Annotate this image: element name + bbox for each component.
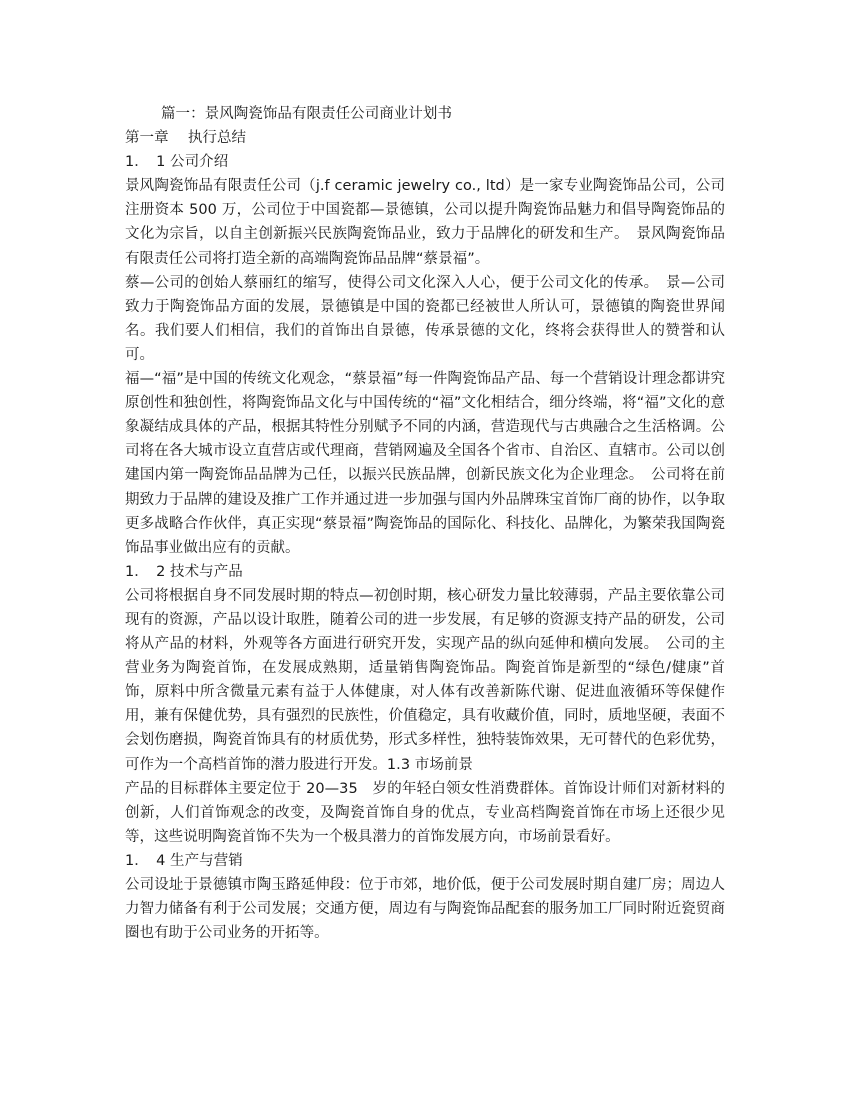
section-heading-technology-products: 1． 2 技术与产品 [125, 563, 243, 580]
section-heading-company-intro: 1． 1 公司介绍 [125, 154, 229, 171]
paragraph: 公司将根据自身不同发展时期的特点—初创时期，核心研发力量比较薄弱，产品主要依靠公司现有的资源，产品以设计取胜，随着公司的进一步发展，有足够的资源支持产品的研发，公司将从产品的材料，外观等各方面进行研究开发，实现产品的纵向延伸和横向发展。 公司的主营业务为陶瓷首饰，在发展成熟期，适量销售陶瓷饰品。陶瓷首饰是新型的“绿色/健康”首饰，原料中所含微量元素有益于人体健康，对人体有改善新陈代谢、促进血液循环等保健作用，兼有保健优势，具有强烈的民族性，价值稳定，具有收藏价值，同时，质地坚硬，表面不会划伤磨损，陶瓷首饰具有的材质优势，形式多样性，独特装饰效果，无可替代的色彩优势，可作为一个高档首饰的潜力股进行开发。1.3 市场前景 [125, 587, 725, 773]
paragraph: 公司设址于景德镇市陶玉路延伸段：位于市郊，地价低，便于公司发展时期自建厂房；周边人力智力储备有利于公司发展；交通方便，周边有与陶瓷饰品配套的服务加工厂同时附近瓷贸商圈也有助于公司业务的开拓等。 [125, 877, 725, 942]
paragraph: 产品的目标群体主要定位于 20—35 岁的年轻白领女性消费群体。首饰设计师们对新材料的创新，人们首饰观念的改变，及陶瓷首饰自身的优点，专业高档陶瓷首饰在市场上还很少见等，这些说明陶瓷首饰不失为一个极具潜力的首饰发展方向，市场前景看好。 [125, 780, 725, 845]
document-body [125, 102, 725, 945]
paragraph: 蔡—公司的创始人蔡丽红的缩写，使得公司文化深入人心，便于公司文化的传承。 景—公司致力于陶瓷饰品方面的发展，景德镇是中国的瓷都已经被世人所认可，景德镇的陶瓷世界闻名。我们要人们相信，我们的首饰出自景德，传承景德的文化，终将会获得世人的赞誉和认可。 [125, 274, 725, 363]
chapter-heading: 第一章 执行总结 [125, 130, 247, 147]
paragraph: 景风陶瓷饰品有限责任公司（j.f ceramic jewelry co., ltd）是一家专业陶瓷饰品公司，公司注册资本 500 万，公司位于中国瓷都—景德镇，公司以提升陶瓷饰品魅力和倡导陶瓷饰品的文化为宗旨，以自主创新振兴民族陶瓷饰品业，致力于品牌化的研发和生产。 景风陶瓷饰品有限责任公司将打造全新的高端陶瓷饰品品牌“蔡景福”。 [125, 178, 725, 267]
paragraph: 福—“福”是中国的传统文化观念，“蔡景福”每一件陶瓷饰品产品、每一个营销设计理念都讲究原创性和独创性，将陶瓷饰品文化与中国传统的“福”文化相结合，细分终端，将“福”文化的意象凝结成具体的产品，根据其特性分别赋予不同的内涵，营造现代与古典融合之生活格调。公司将在各大城市设立直营店或代理商，营销网遍及全国各个省市、自治区、直辖市。公司以创建国内第一陶瓷饰品品牌为己任，以振兴民族品牌，创新民族文化为企业理念。 公司将在前期致力于品牌的建设及推广工作并通过进一步加强与国内外品牌珠宝首饰厂商的协作，以争取更多战略合作伙伴，真正实现“蔡景福”陶瓷饰品的国际化、科技化、品牌化，为繁荣我国陶瓷饰品事业做出应有的贡献。 [125, 371, 725, 556]
document-title: 篇一：景风陶瓷饰品有限责任公司商业计划书 [161, 106, 452, 122]
section-heading-production-marketing: 1． 4 生产与营销 [125, 852, 243, 869]
